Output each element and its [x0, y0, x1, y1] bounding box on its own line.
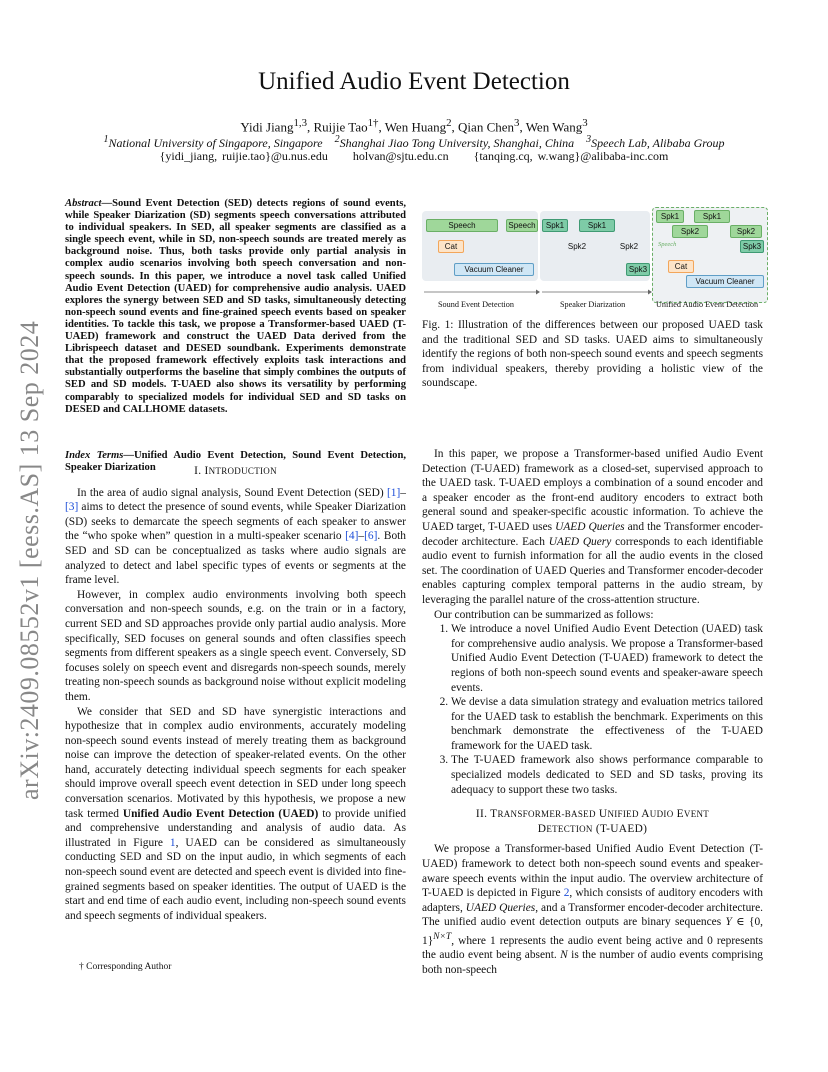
- author-emails: {yidi_jiang, ruijie.tao}@u.nus.edu holvan@sjtu.edu.cn {tanqing.cq, w.wang}@alibaba-inc.com: [159, 149, 669, 163]
- section-heading-t-uaed: II. TRANSFORMER-BASED UNIFIED AUDIO EVENT DETECTION (T-UAED): [475, 808, 710, 835]
- figure-1: [422, 195, 766, 315]
- uaed-label: Unified Audio Event Detection: [656, 300, 759, 309]
- uaed-spk2-box-2: Spk2: [730, 225, 762, 238]
- sd-spk2-box-2: Spk2: [619, 242, 639, 251]
- footnote-corresponding-author: † Corresponding Author: [79, 962, 172, 972]
- section-heading-introduction: I. INTRODUCTION: [194, 465, 277, 477]
- uaed-cat-box: Cat: [668, 260, 694, 273]
- contribution-intro: Our contribution can be summarized as follows:: [434, 608, 654, 621]
- time-axis-arrows: [422, 288, 766, 296]
- sed-speech-box-2: Speech: [506, 219, 538, 232]
- uaed-speech-label: Speech: [658, 241, 677, 248]
- intro-paragraph-2: However, in complex audio environments involving both speech conversation and non-speech sounds, e.g. on the train or in a factory, current SED and SD approaches provide only partial audio analysis. More specifically, SED focuses on general sounds and often classifies speech segments from different speakers as a single speech event. Conversely, SD focuses solely on speech event and disregards non-speech sounds, merely treating non-speech sounds as background noise without explicit modeling them.: [65, 588, 406, 703]
- uaed-vacuum-box: Vacuum Cleaner: [686, 275, 764, 288]
- sd-spk1-box-2: Spk1: [579, 219, 615, 232]
- sed-label: Sound Event Detection: [438, 300, 514, 309]
- index-terms: Index Terms—Unified Audio Event Detection, Sound Event Detection, Speaker Diarization: [65, 450, 406, 474]
- intro-paragraph-3: We consider that SED and SD have synergistic interactions and hypothesize that in complex audio environments, accurately modeling non-speech sound events instead of merely treating them as background noise can improve the detection of speaker-related events. On the other hand, accurately detecting individual speech segments for each speaker should improve overall speech event detection in SED under long speech conversation scenarios. Motivated by this hypothesis, we propose a new task termed Unified Audio Event Detection (UAED) to provide unified and comprehensive understanding and analysis of audio data. As illustrated in Figure 1, UAED can be considered as simultaneously conducting SED and SD on the input audio, in which segments of each non-speech sound event are detected and speech event is divided into fine-grained segments based on speaker identities. The output of UAED is the start and end time of each audio event, including non-speech sound events and speech segments of individual speakers.: [65, 705, 406, 922]
- paper-title: Unified Audio Event Detection: [258, 68, 570, 95]
- right-paragraph-1: In this paper, we propose a Transformer-based unified Audio Event Detection (T-UAED) framework as a closed-set, supervised approach to the UAED task. T-UAED employs a combination of a sound encoder and a speaker encoder as the front-end auditory encoders to extract both general sound and speaker-specific acoustic information. To achieve the UAED target, T-UAED uses UAED Queries and the Transformer encoder-decoder architecture. Each UAED Query corresponds to each identifiable audio event to furnish information for all the audio events in the closed set. The coordination of UAED Queries and Transformer encoder-decoder enables capturing complex temporal patterns in the audio stream, by leveraging the parallel nature of the cross-attention structure.: [422, 448, 763, 606]
- uaed-spk3-box: Spk3: [740, 240, 764, 253]
- uaed-spk1-box-1: Spk1: [656, 210, 684, 223]
- figure-1-caption: Fig. 1: Illustration of the differences between our proposed UAED task and the traditional SED and SD tasks. UAED aims to simultaneously identify the regions of both non-speech sound events and speech segments from individual speakers, thereby providing a holistic view of the soundscape.: [422, 319, 763, 390]
- contribution-item: 2. We devise a data simulation strategy and evaluation metrics tailored for the UAED task to establish the benchmark. Experiments on this benchmark demonstrate the effectiveness of the T-UAED framework for the UAED task.: [451, 695, 763, 753]
- abstract: Abstract—Sound Event Detection (SED) detects regions of sound events, while Speaker Diarization (SD) segments speech conversations attributed to individual speakers. In SED, all speaker segments are classified as a single speech event, while in SD, non-speech sounds are treated merely as background noise. Thus, both tasks provide only partial analysis in complex audio scenarios involving both speech conversation and non-speech sounds. In this paper, we introduce a novel task called Unified Audio Event Detection (UAED) for comprehensive audio analysis. UAED explores the synergy between SED and SD tasks, simultaneously detecting non-speech sound events and fine-grained speech events based on speaker identities. To tackle this task, we propose a Transformer-based UAED (T-UAED) framework and construct the UAED Data derived from the Librispeech dataset and DESED soundbank. Experiments demonstrate that the proposed framework effectively exploits task interactions and substantially outperforms the baseline that simply combines the outputs of SED and SD models. T-UAED also shows its versatility by performing comparably to specialized models for individual SED and SD tasks on DESED and CALLHOME datasets.: [65, 198, 406, 415]
- author-list: Yidi Jiang$^{1,3}$, Ruijie Tao$^{1\dagger}$, Wen Huang$^2$, Qian Chen$^3$, Wen Wang$^3$: [240, 117, 588, 135]
- right-paragraph-2: We propose a Transformer-based Unified Audio Event Detection (T-UAED) framework to detect both non-speech sound events and speaker-aware speech events within the input audio. The overview architecture of T-UAED is depicted in Figure 2, which consists of auditory encoders with adapters, UAED Queries, and a Transformer encoder-decoder architecture. The unified audio event detection outputs are binary sequences Y ∈ {0, 1}$^{N\times T}$, where 1 represents the audio event being active and 0 represents the audio event being absent. N is the number of audio events comprising both non-speech: [422, 843, 764, 976]
- arxiv-identifier: arXiv:2409.08552v1 [eess.AS] 13 Sep 2024: [15, 320, 44, 800]
- intro-paragraph-1: In the area of audio signal analysis, Sound Event Detection (SED) [1]–[3] aims to detect the presence of sound events, while Speaker Diarization (SD) seeks to demarcate the speech segments of each speaker to answer the “who spoke when” question in a multi-speaker scenario [4]–[6]. Both SED and SD can be conceptualized as tasks where audio signals are analyzed to detect and label specific types of events or segments at the frame level.: [65, 486, 406, 587]
- uaed-spk2-box-1: Spk2: [672, 225, 708, 238]
- sed-vacuum-box: Vacuum Cleaner: [454, 263, 534, 276]
- uaed-spk1-box-2: Spk1: [694, 210, 730, 223]
- right-column-body: [422, 447, 763, 978]
- sd-label: Speaker Diarization: [560, 300, 626, 309]
- contribution-item: 1. We introduce a novel Unified Audio Event Detection (UAED) task for comprehensive audio analysis. We propose a Transformer-based Unified Audio Event Detection (T-UAED) framework to detect the regions of both non-speech sound events and speaker-aware speech events.: [451, 622, 763, 695]
- introduction-section: [65, 464, 406, 923]
- sd-spk1-box-1: Spk1: [542, 219, 568, 232]
- sed-speech-box-1: Speech: [426, 219, 498, 232]
- sd-spk3-box: Spk3: [626, 263, 650, 276]
- contribution-item: 3. The T-UAED framework also shows performance comparable to specialized models dedicated to SED and SD tasks, proving its adequacy to support these two tasks.: [451, 753, 763, 797]
- affiliations: $^1$National University of Singapore, Singapore $^2$Shanghai Jiao Tong University, Shanghai, China $^3$Speech Lab, Alibaba Group: [103, 134, 725, 150]
- sd-spk2-box-1: Spk2: [567, 242, 587, 251]
- sed-cat-box: Cat: [438, 240, 464, 253]
- contribution-list: [422, 622, 763, 797]
